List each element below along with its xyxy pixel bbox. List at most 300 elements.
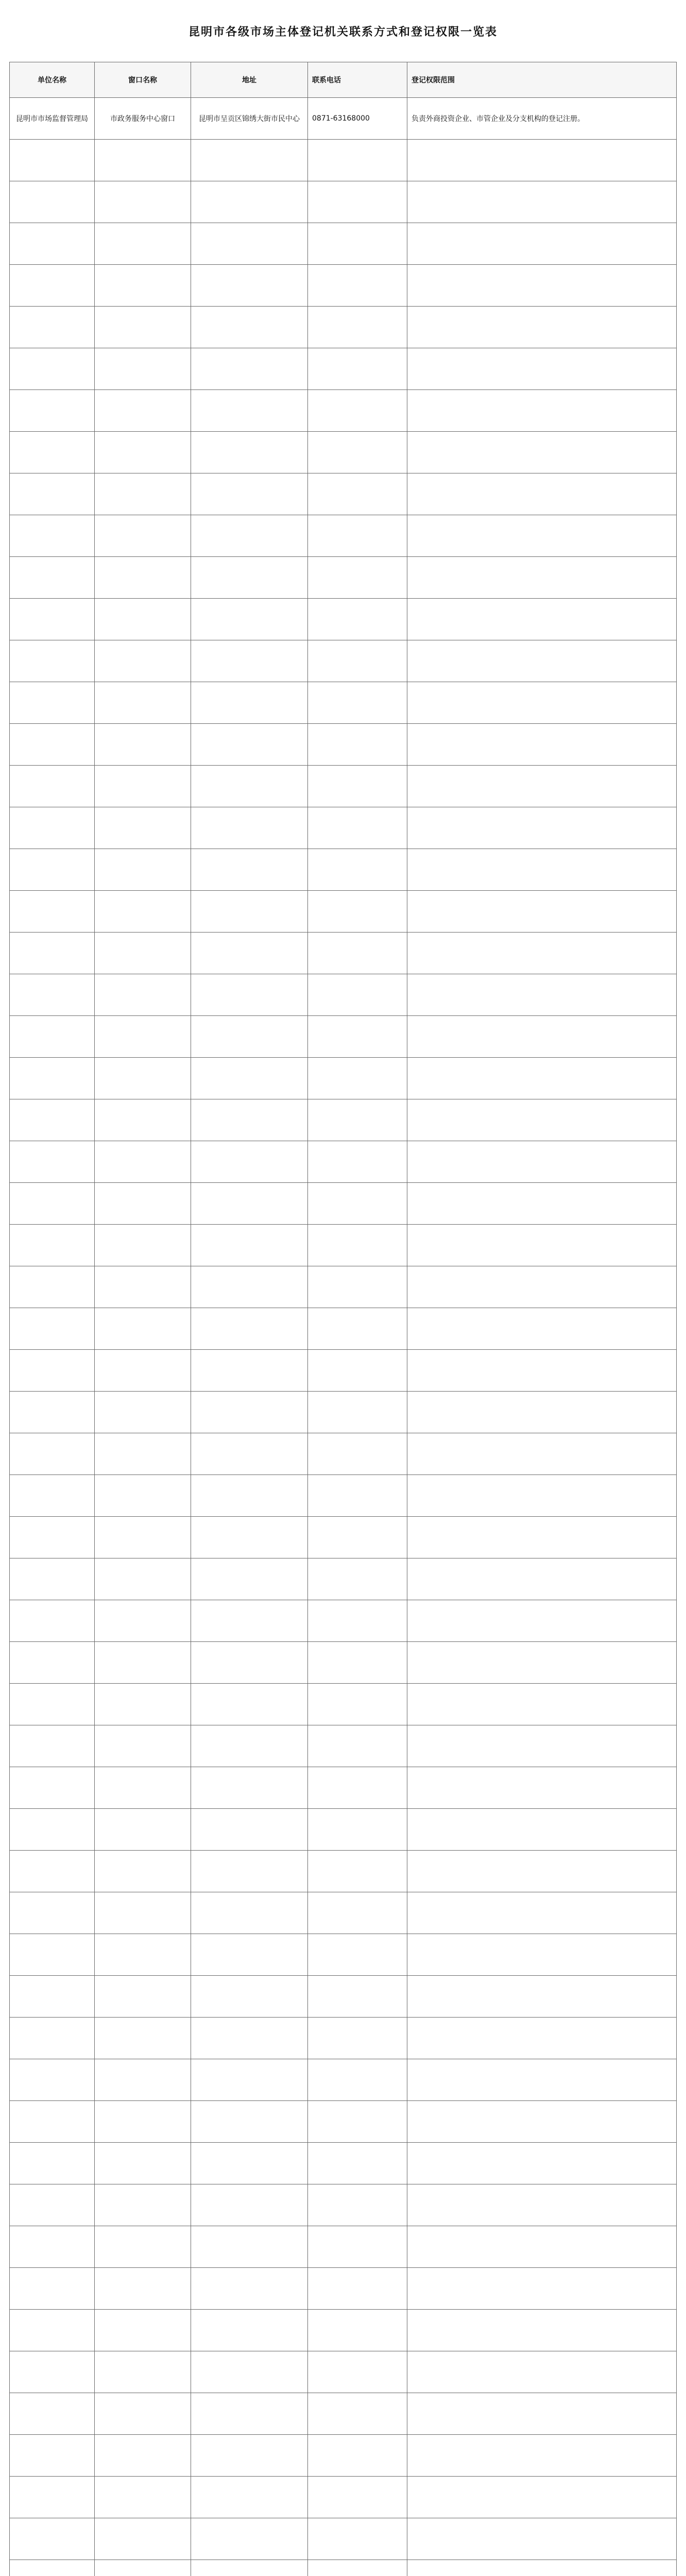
empty-cell (10, 1392, 95, 1433)
empty-cell (308, 1725, 407, 1767)
table-body (10, 98, 677, 2576)
empty-cell (407, 2351, 677, 2393)
empty-cell (191, 307, 308, 348)
empty-cell (407, 2226, 677, 2268)
empty-cell (95, 1058, 191, 1099)
empty-cell (191, 1684, 308, 1725)
empty-cell (308, 515, 407, 557)
empty-cell (407, 1475, 677, 1517)
empty-cell (10, 682, 95, 724)
empty-cell (308, 1767, 407, 1809)
table-row (10, 473, 677, 515)
empty-cell (191, 2518, 308, 2560)
empty-cell (191, 2477, 308, 2518)
empty-cell (407, 1099, 677, 1141)
empty-cell (191, 2059, 308, 2101)
table-row (10, 2560, 677, 2576)
empty-cell (95, 2059, 191, 2101)
empty-cell (95, 2018, 191, 2059)
empty-cell (191, 432, 308, 473)
empty-cell (191, 1141, 308, 1183)
empty-cell (308, 2560, 407, 2576)
empty-cell (10, 1433, 95, 1475)
empty-cell (10, 1308, 95, 1350)
empty-cell (407, 1308, 677, 1350)
table-row (10, 1016, 677, 1058)
empty-cell (10, 1517, 95, 1558)
empty-cell (95, 1934, 191, 1976)
table-row (10, 1433, 677, 1475)
empty-cell (95, 265, 191, 307)
empty-cell (308, 432, 407, 473)
empty-cell (308, 1851, 407, 1892)
empty-cell (95, 390, 191, 432)
empty-cell (95, 2184, 191, 2226)
cell-address: 昆明市呈贡区锦绣大街市民中心 (191, 98, 308, 140)
empty-cell (308, 640, 407, 682)
empty-cell (191, 557, 308, 599)
empty-cell (10, 390, 95, 432)
table-row (10, 2018, 677, 2059)
empty-cell (191, 1099, 308, 1141)
empty-cell (95, 1392, 191, 1433)
cell-address (191, 181, 308, 223)
empty-cell (10, 1642, 95, 1684)
empty-cell (308, 557, 407, 599)
empty-cell (308, 1433, 407, 1475)
empty-cell (10, 2268, 95, 2310)
empty-cell (95, 1684, 191, 1725)
table-row (10, 1183, 677, 1225)
empty-cell (407, 2143, 677, 2184)
empty-cell (407, 1266, 677, 1308)
empty-cell (10, 1266, 95, 1308)
cell-window: 市政务服务中心窗口 (95, 98, 191, 140)
empty-cell (10, 974, 95, 1016)
empty-cell (407, 974, 677, 1016)
empty-cell (10, 515, 95, 557)
empty-cell (10, 2101, 95, 2143)
empty-cell (10, 1976, 95, 2018)
cell-scope: 负责外商投资企业、市管企业及分支机构的登记注册。 (407, 98, 677, 140)
empty-cell (308, 849, 407, 891)
empty-cell (95, 1976, 191, 2018)
empty-cell (308, 766, 407, 807)
cell-phone: 0871-63168000 (308, 98, 407, 140)
empty-cell (191, 599, 308, 640)
empty-cell (95, 2226, 191, 2268)
empty-cell (95, 1517, 191, 1558)
empty-cell (308, 2435, 407, 2477)
empty-cell (10, 891, 95, 933)
empty-cell (407, 2310, 677, 2351)
empty-cell (10, 849, 95, 891)
table-row (10, 1225, 677, 1266)
empty-cell (407, 432, 677, 473)
empty-cell (95, 1433, 191, 1475)
empty-cell (308, 2351, 407, 2393)
empty-cell (407, 2435, 677, 2477)
empty-cell (407, 2393, 677, 2435)
empty-cell (191, 1892, 308, 1934)
empty-cell (191, 2226, 308, 2268)
empty-cell (10, 473, 95, 515)
empty-cell (407, 849, 677, 891)
empty-cell (95, 766, 191, 807)
empty-cell (308, 1308, 407, 1350)
empty-cell (191, 1433, 308, 1475)
empty-cell (191, 849, 308, 891)
empty-cell (191, 766, 308, 807)
table-row (10, 223, 677, 265)
empty-cell (95, 2393, 191, 2435)
empty-cell (407, 1141, 677, 1183)
empty-cell (407, 473, 677, 515)
empty-cell (95, 849, 191, 891)
empty-cell (10, 2310, 95, 2351)
table-row (10, 682, 677, 724)
empty-cell (191, 1183, 308, 1225)
empty-cell (308, 1558, 407, 1600)
empty-cell (10, 1058, 95, 1099)
empty-cell (10, 265, 95, 307)
empty-cell (95, 2268, 191, 2310)
empty-cell (308, 348, 407, 390)
empty-cell (10, 1809, 95, 1851)
empty-cell (308, 2226, 407, 2268)
empty-cell (407, 1767, 677, 1809)
empty-cell (191, 1392, 308, 1433)
empty-cell (308, 2018, 407, 2059)
empty-cell (191, 2435, 308, 2477)
empty-cell (407, 1976, 677, 2018)
empty-cell (308, 2268, 407, 2310)
empty-cell (308, 974, 407, 1016)
empty-cell (95, 1725, 191, 1767)
empty-cell (308, 307, 407, 348)
empty-cell (10, 1558, 95, 1600)
empty-cell (95, 2477, 191, 2518)
empty-cell (10, 1225, 95, 1266)
empty-cell (10, 2226, 95, 2268)
empty-cell (191, 1851, 308, 1892)
table-row (10, 2310, 677, 2351)
empty-cell (308, 1475, 407, 1517)
empty-cell (308, 1517, 407, 1558)
table-row (10, 2435, 677, 2477)
empty-cell (10, 432, 95, 473)
table-row (10, 1308, 677, 1350)
empty-cell (10, 724, 95, 766)
table-row (10, 2477, 677, 2518)
table-row (10, 1642, 677, 1684)
empty-cell (308, 1934, 407, 1976)
empty-cell (407, 2268, 677, 2310)
table-row (10, 1976, 677, 2018)
empty-cell (407, 1809, 677, 1851)
empty-cell (407, 1725, 677, 1767)
cell-phone (308, 223, 407, 265)
header-scope: 登记权限范围 (407, 62, 677, 98)
empty-cell (308, 2101, 407, 2143)
table-row (10, 2101, 677, 2143)
empty-cell (308, 1183, 407, 1225)
empty-cell (407, 1058, 677, 1099)
empty-cell (407, 891, 677, 933)
cell-phone (308, 181, 407, 223)
cell-unit (10, 223, 95, 265)
empty-cell (191, 1350, 308, 1392)
table-row (10, 390, 677, 432)
empty-cell (308, 2143, 407, 2184)
table-row (10, 640, 677, 682)
empty-cell (95, 1225, 191, 1266)
empty-cell (10, 2393, 95, 2435)
empty-cell (191, 2018, 308, 2059)
empty-cell (10, 1684, 95, 1725)
empty-cell (308, 1016, 407, 1058)
empty-cell (308, 1350, 407, 1392)
cell-unit: 昆明市市场监督管理局 (10, 98, 95, 140)
empty-cell (95, 807, 191, 849)
empty-cell (407, 807, 677, 849)
empty-cell (95, 1642, 191, 1684)
empty-cell (191, 1517, 308, 1558)
empty-cell (10, 2351, 95, 2393)
table-row (10, 1809, 677, 1851)
empty-cell (95, 1099, 191, 1141)
empty-cell (191, 2351, 308, 2393)
empty-cell (308, 724, 407, 766)
empty-cell (407, 640, 677, 682)
empty-cell (10, 2560, 95, 2576)
table-row (10, 1558, 677, 1600)
table-row (10, 724, 677, 766)
header-phone: 联系电话 (308, 62, 407, 98)
empty-cell (10, 1099, 95, 1141)
empty-cell (308, 933, 407, 974)
table-row (10, 2393, 677, 2435)
empty-cell (95, 1558, 191, 1600)
table-row (10, 307, 677, 348)
empty-cell (95, 2351, 191, 2393)
empty-cell (407, 1892, 677, 1934)
empty-cell (407, 1934, 677, 1976)
empty-cell (191, 515, 308, 557)
empty-cell (407, 1433, 677, 1475)
empty-cell (95, 557, 191, 599)
empty-cell (407, 265, 677, 307)
empty-cell (308, 891, 407, 933)
empty-cell (95, 473, 191, 515)
cell-unit (10, 181, 95, 223)
empty-cell (191, 1058, 308, 1099)
cell-address (191, 223, 308, 265)
empty-cell (95, 2518, 191, 2560)
empty-cell (308, 1392, 407, 1433)
cell-window (95, 181, 191, 223)
table-row (10, 1099, 677, 1141)
empty-cell (95, 640, 191, 682)
empty-cell (10, 1934, 95, 1976)
empty-cell (191, 2184, 308, 2226)
empty-cell (191, 1725, 308, 1767)
empty-cell (407, 933, 677, 974)
empty-cell (95, 1475, 191, 1517)
empty-cell (95, 1851, 191, 1892)
empty-cell (308, 2518, 407, 2560)
header-window: 窗口名称 (95, 62, 191, 98)
empty-cell (10, 348, 95, 390)
empty-cell (308, 265, 407, 307)
empty-cell (10, 1725, 95, 1767)
empty-cell (407, 1684, 677, 1725)
cell-window (95, 140, 191, 181)
empty-cell (95, 933, 191, 974)
empty-cell (191, 390, 308, 432)
empty-cell (191, 473, 308, 515)
empty-cell (10, 557, 95, 599)
empty-cell (10, 599, 95, 640)
table-row (10, 1600, 677, 1642)
empty-cell (191, 2268, 308, 2310)
empty-cell (95, 1141, 191, 1183)
empty-cell (95, 1600, 191, 1642)
table-row (10, 1851, 677, 1892)
table-row (10, 1392, 677, 1433)
empty-cell (191, 724, 308, 766)
table-row (10, 1725, 677, 1767)
empty-cell (95, 1767, 191, 1809)
empty-cell (407, 1851, 677, 1892)
empty-cell (10, 1016, 95, 1058)
empty-cell (407, 599, 677, 640)
empty-cell (308, 1266, 407, 1308)
empty-cell (10, 640, 95, 682)
empty-cell (407, 390, 677, 432)
empty-cell (191, 640, 308, 682)
empty-cell (95, 724, 191, 766)
empty-cell (95, 1892, 191, 1934)
empty-cell (407, 1350, 677, 1392)
empty-cell (407, 307, 677, 348)
empty-cell (308, 1225, 407, 1266)
empty-cell (191, 348, 308, 390)
table-row (10, 98, 677, 140)
table-row (10, 1475, 677, 1517)
empty-cell (10, 1475, 95, 1517)
empty-cell (407, 2184, 677, 2226)
empty-cell (308, 807, 407, 849)
table-row (10, 557, 677, 599)
empty-cell (308, 2059, 407, 2101)
page-title: 昆明市各级市场主体登记机关联系方式和登记权限一览表 (188, 25, 498, 39)
table-row (10, 807, 677, 849)
empty-cell (308, 682, 407, 724)
empty-cell (407, 1558, 677, 1600)
empty-cell (10, 933, 95, 974)
empty-cell (191, 2560, 308, 2576)
empty-cell (407, 1517, 677, 1558)
table-row (10, 891, 677, 933)
empty-cell (407, 1600, 677, 1642)
empty-cell (95, 348, 191, 390)
empty-cell (407, 2477, 677, 2518)
empty-cell (95, 1266, 191, 1308)
cell-address (191, 140, 308, 181)
empty-cell (191, 1934, 308, 1976)
empty-cell (407, 724, 677, 766)
table-row (10, 599, 677, 640)
table-row (10, 2184, 677, 2226)
table-row (10, 1767, 677, 1809)
empty-cell (191, 1976, 308, 2018)
empty-cell (95, 432, 191, 473)
empty-cell (191, 265, 308, 307)
empty-cell (308, 1058, 407, 1099)
empty-cell (10, 1141, 95, 1183)
table-row (10, 974, 677, 1016)
empty-cell (10, 1767, 95, 1809)
empty-cell (308, 1892, 407, 1934)
cell-scope (407, 140, 677, 181)
empty-cell (407, 1183, 677, 1225)
table-row (10, 1350, 677, 1392)
empty-cell (191, 1016, 308, 1058)
empty-cell (95, 2101, 191, 2143)
table-row (10, 181, 677, 223)
empty-cell (10, 2518, 95, 2560)
table-row (10, 1684, 677, 1725)
empty-cell (10, 1183, 95, 1225)
table-row (10, 140, 677, 181)
empty-cell (407, 2560, 677, 2576)
header-address: 地址 (191, 62, 308, 98)
empty-cell (95, 307, 191, 348)
table-row (10, 1058, 677, 1099)
cell-scope (407, 181, 677, 223)
empty-cell (407, 348, 677, 390)
empty-cell (95, 1350, 191, 1392)
empty-cell (308, 2477, 407, 2518)
empty-cell (407, 1642, 677, 1684)
empty-cell (407, 2059, 677, 2101)
empty-cell (95, 1809, 191, 1851)
table-row (10, 265, 677, 307)
table-row (10, 766, 677, 807)
header-unit: 单位名称 (10, 62, 95, 98)
empty-cell (95, 682, 191, 724)
empty-cell (10, 1350, 95, 1392)
empty-cell (95, 599, 191, 640)
cell-unit (10, 140, 95, 181)
empty-cell (191, 1308, 308, 1350)
empty-cell (191, 2101, 308, 2143)
empty-cell (407, 682, 677, 724)
empty-cell (95, 1308, 191, 1350)
empty-cell (407, 2018, 677, 2059)
table-row (10, 432, 677, 473)
table-header-row (10, 62, 677, 98)
empty-cell (191, 1558, 308, 1600)
empty-cell (191, 2310, 308, 2351)
empty-cell (308, 1099, 407, 1141)
empty-cell (308, 390, 407, 432)
empty-cell (10, 307, 95, 348)
empty-cell (308, 1976, 407, 2018)
empty-cell (308, 1600, 407, 1642)
cell-window (95, 223, 191, 265)
